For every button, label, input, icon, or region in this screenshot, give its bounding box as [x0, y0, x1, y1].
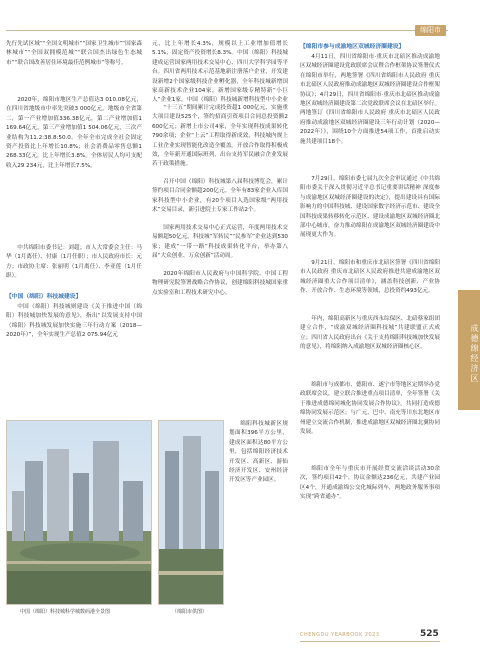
paragraph: 国家两用技术交易中心正式运营，年度两用技术交易额超50亿元，科技城“军转民”“民参军”企业达到530家；建成“一带一路”科技成果转化平台，举办第八届“大众创业、万众创新”活动周。: [152, 225, 288, 260]
paragraph: 2020年，绵阳市地区生产总值达3 010.08亿元，在四川省地级市中率先突破3 000亿元，地级市全省第二，第一产业增加值336.38亿元，第二产业增加值1 169.64亿元，第三产业增加值1 504.06亿元，三次产业结构为11.2:38.8:50.0。全年全市完成全社会固定资产投资比上年增长10.8%；社会消费品零售总额1 268.33亿元，比上年增长3.8%。全体居民人均可支配收入29 234元，比上年增长7.5%。: [6, 97, 142, 169]
photo-science-city: [6, 420, 152, 605]
paragraph-beside-photo: 绵阳科技城新区规划面积396平方公里，建成区面积达80平方公里，包括绵阳经济技术开发区、高新区、游仙经济开发区、安州经济开发区等产业园区。: [229, 421, 288, 484]
photo-city: [158, 420, 224, 605]
paragraph: 召开中国（绵阳）科技城第八届科技博览会，累计签约项目合同金额超200亿元。全年有83家企业入库国家科技型中小企业，有20个项目入选国家级“两用技术”交易目录，新引进院士专家工作站2个。: [152, 179, 288, 214]
photo-science-city-image: [7, 421, 152, 605]
photo-city-image: [159, 421, 224, 605]
paragraph: 9月21日，绵阳市和重庆市北碚区签署《四川省绵阳市人民政府 重庆市北碚区人民政府推进共建成渝地区双城经济圈重大合作项目清单》，涵盖科技创新、产业协作、开放合作、生态环境等领域，总投资约493亿元。: [300, 260, 440, 295]
paragraph: 中国（绵阳）科技城则建设《关于推进中国（绵阳）科技城加快发展的意见》，指出“以发展支持中国（绵阳）科技城发展加快实施三年行动方案（2018—2020年）”，全年实现生产总值2 075.94亿元: [6, 304, 142, 339]
paragraph: 绵阳市全年与重庆市开展经贸交流洽谈活动30余次，签约项目42个，协议金额达236亿元，共建产业园区4个，开通成渝绵公交化城际列车，两地政务服务事项实现“跨省通办”。: [300, 466, 440, 501]
column-1: [6, 40, 142, 359]
header-rule: [6, 30, 448, 31]
section-side-tab: 成德绵经济区: [458, 290, 480, 410]
paragraph: 年内，绵阳高新区与重庆西永综保区、北碚蔡家组团建立合作，“成渝双城经济圈科技城”共建联盟正式成立；四川省人民政府出台《关于支持绵阳科技城加快发展的意见》，将绵阳纳入成渝地区双城经济圈核心区。: [300, 316, 440, 351]
section-heading: 【中国（绵阳）科技城建设】: [6, 294, 82, 300]
paragraph: 4月11日，四川省绵阳市·重庆市北碚区推动成渝地区双城经济圈建设党政联席会议暨合作框架协议签署仪式在绵阳市举行，两地签署《四川省绵阳市人民政府 重庆市北碚区人民政府推动成渝地区双城经济圈建设合作框架协议》；4月29日，四川省绵阳市·重庆市北碚区推动成渝地区双城经济圈建设第二次党政联席会议在北碚区举行。两地签订《四川省绵阳市人民政府 重庆市北碚区人民政府推动成渝地区双城经济圈建设三年行动计划（2020—2022年）》，围绕10个方面推进54项工作，首批启动实施共建项目18个。: [300, 54, 440, 145]
photo-caption: （绵阳市供图）: [172, 609, 208, 615]
section-heading: 【绵阳市参与成渝地区双城经济圈建设】: [300, 44, 405, 50]
footer-rule: [300, 641, 440, 642]
paragraph: 7月29日，绵阳市委七届九次全会审议通过《中共绵阳市委关于深入贯彻习近平总书记重要讲话精神 深度参与成渝地区双城经济圈建设的决定》，提出建设具有国际影响力的中国科技城、建设国家数字经济示范市、建设全国科技成果转移转化示范区、建设成渝地区双城经济圈北部中心城市，奋力推动绵阳在成渝地区双城经济圈建设中展现更大作为。: [300, 176, 440, 239]
column-2: [152, 40, 288, 306]
column-3: [300, 40, 440, 565]
photo-caption: 中国（绵阳）科技城科学城数码港全景图: [20, 609, 111, 615]
footer-yearbook: CHENGDU YEARBOOK 2023: [300, 632, 380, 638]
paragraph: “十三五”期间累计完成投资超1 000亿元，实施重大项目建设525个，签约招商引资项目合同总投资额2 600亿元；新增上市公司4家，全年实现科技成果转化790余项；企业“上云”工程取得新成效，科技城内规上工业企业实现智能化改造全覆盖。开放合作取得积极成效，全年新开通国际班列，出台支持军民融合企业发展若干政策措施。: [152, 105, 288, 168]
paragraph: 先行先试区域”“全国文明城市”“国家卫生城市”“国家森林城市”“全国双拥模范城”“联合国杰出绿色生态城市”“联合国改善居住环境最佳范例城市”等称号。: [6, 41, 142, 66]
paragraph: 绵阳市与成都市、德阳市、遂宁市等地区定期举办党政联席会议，建立联合推进重点项目清单，全年签署《关于推进成德绵同城化协同发展合作协议》，共同打造成德绵协同发展示范区；与广元、巴中、南充等川东北地区市州建立交流合作机制，推进成渝地区双城经济圈北翼协同发展。: [300, 382, 440, 436]
paragraph: 中共绵阳市委书记：刘超；市人大常委会主任：马华（1月离任）、付康（1月任职）；市人民政府市长：元方；市政协主席：张丽明（1月离任）、李亚莲（1月任职）。: [6, 245, 142, 280]
paragraph: 2020年绵阳市人民政府与中国科学院、中国工程物理研究院签署战略合作协议，创建绵阳科技城国家重点实验室和工程技术研究中心。: [152, 271, 288, 296]
running-head: 绵阳市: [415, 25, 446, 36]
paragraph: 元，比上年增长4.3%，规模以上工业增加值增长5.1%，固定资产投资增长8.3%。中国（绵阳）科技城建成运营国家两用技术交易中心、四川大学科学园等平台。四川省两用技术示范基地新注册落户企业，开发建设新增2个国家级科技企业孵化器，全年科技城新增国家高新技术企业104家，新增国家级专精特新“小巨人”企业1家，中国（绵阳）科技城新增科技型中小企业: [152, 41, 288, 104]
page-number: 525: [420, 629, 439, 639]
